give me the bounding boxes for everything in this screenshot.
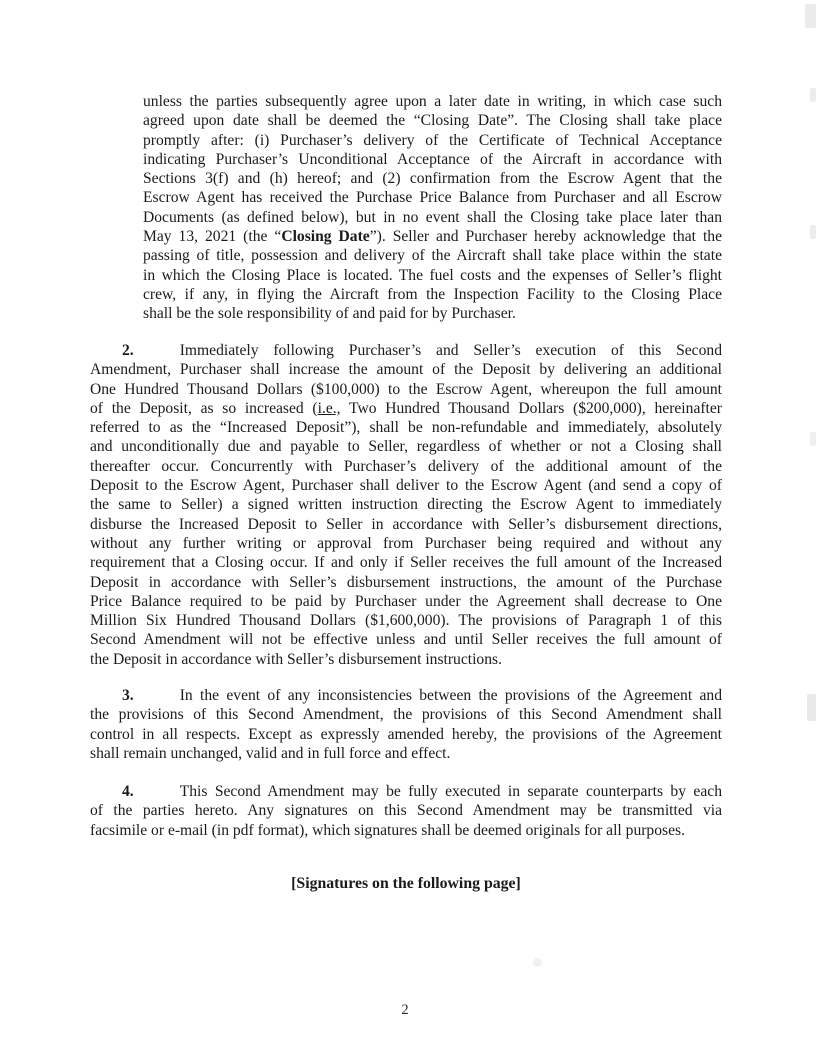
text-line: requirement that a Closing occur. If and only if Seller receives the full amount of the Increased [90, 554, 722, 572]
scan-artifact [807, 694, 816, 721]
text-line: Second Amendment will not be effective unless and until Seller receives the full amount of [90, 631, 722, 649]
text-line: the provisions of this Second Amendment, the provisions of this Second Amendment shall [90, 706, 722, 724]
text-line: agreed upon date shall be deemed the “Closing Date”. The Closing shall take place [143, 112, 722, 130]
text-line: in which the Closing Place is located. The fuel costs and the expenses of Seller’s flight [143, 266, 722, 284]
text-line: Sections 3(f) and (h) hereof; and (2) confirmation from the Escrow Agent that the [143, 170, 722, 188]
text-line: shall be the sole responsibility of and paid for by Purchaser. [143, 305, 516, 323]
text-line: Price Balance required to be paid by Purchaser under the Agreement shall decrease to One [90, 592, 722, 610]
signature-note: [Signatures on the following page] [291, 875, 521, 892]
text-line: Amendment, Purchaser shall increase the amount of the Deposit by delivering an additional [90, 361, 722, 379]
text-line: shall remain unchanged, valid and in full force and effect. [90, 744, 451, 762]
text-line: Escrow Agent has received the Purchase Price Balance from Purchaser and all Escrow [143, 189, 722, 207]
text-line: Documents (as defined below), but in no event shall the Closing take place later than [143, 208, 722, 226]
text-line: Million Six Hundred Thousand Dollars ($1,600,000). The provisions of Paragraph 1 of this [90, 612, 722, 630]
text-line: of the Deposit, as so increased (i.e., Two Hundred Thousand Dollars ($200,000), hereinafter [90, 399, 722, 417]
scan-artifact [533, 958, 542, 967]
text-line: facsimile or e-mail (in pdf format), which signatures shall be deemed originals for all purposes. [90, 821, 685, 839]
text-line: referred to as the “Increased Deposit”), shall be non-refundable and immediately, absolutely [90, 419, 722, 437]
text-line: thereafter occur. Concurrently with Purchaser’s delivery of the additional amount of the [90, 457, 722, 475]
text-line: without any further writing or approval from Purchaser being required and without any [90, 534, 722, 552]
text-line: promptly after: (i) Purchaser’s delivery of the Certificate of Technical Acceptance [143, 131, 722, 149]
scan-artifact [810, 88, 816, 102]
text-line: disburse the Increased Deposit to Seller in accordance with Seller’s disbursement directions, [90, 515, 722, 533]
text-line: and unconditionally due and payable to Seller, regardless of whether or not a Closing shall [90, 438, 722, 456]
page-number: 2 [401, 1002, 409, 1018]
text-line: May 13, 2021 (the “Closing Date”). Seller and Purchaser hereby acknowledge that the [143, 228, 722, 246]
text-line: the same to Seller) a signed written instruction directing the Escrow Agent to immediately [90, 496, 722, 514]
paragraph-4 [90, 782, 722, 840]
text-line: 3. In the event of any inconsistencies between the provisions of the Agreement and [122, 687, 722, 704]
text-line: crew, if any, in flying the Aircraft from the Inspection Facility to the Closing Place [143, 285, 722, 303]
text-line: One Hundred Thousand Dollars ($100,000) to the Escrow Agent, whereupon the full amount [90, 380, 722, 398]
text-line: control in all respects. Except as expressly amended hereby, the provisions of the Agreement [90, 725, 722, 743]
text-line: indicating Purchaser’s Unconditional Acceptance of the Aircraft in accordance with [143, 150, 722, 168]
paragraph-2 [90, 341, 722, 669]
scan-artifact [810, 225, 816, 239]
scan-artifact [805, 4, 816, 28]
text-line: passing of title, possession and delivery of the Aircraft shall take place within the state [143, 247, 722, 265]
continuation-paragraph [143, 92, 722, 324]
text-line: Deposit in accordance with Seller’s disbursement instructions, the amount of the Purchase [90, 573, 722, 591]
text-line: of the parties hereto. Any signatures on this Second Amendment may be transmitted via [90, 802, 722, 820]
text-line: Deposit to the Escrow Agent, Purchaser shall deliver to the Escrow Agent (and send a copy of [90, 477, 722, 495]
text-line: unless the parties subsequently agree upon a later date in writing, in which case such [143, 93, 722, 110]
text-line: 2. Immediately following Purchaser’s and Seller’s execution of this Second [122, 342, 722, 359]
scan-artifact [810, 432, 816, 446]
paragraph-3 [90, 686, 722, 763]
text-line: 4. This Second Amendment may be fully executed in separate counterparts by each [122, 783, 722, 800]
text-line: the Deposit in accordance with Seller’s disbursement instructions. [90, 650, 502, 668]
